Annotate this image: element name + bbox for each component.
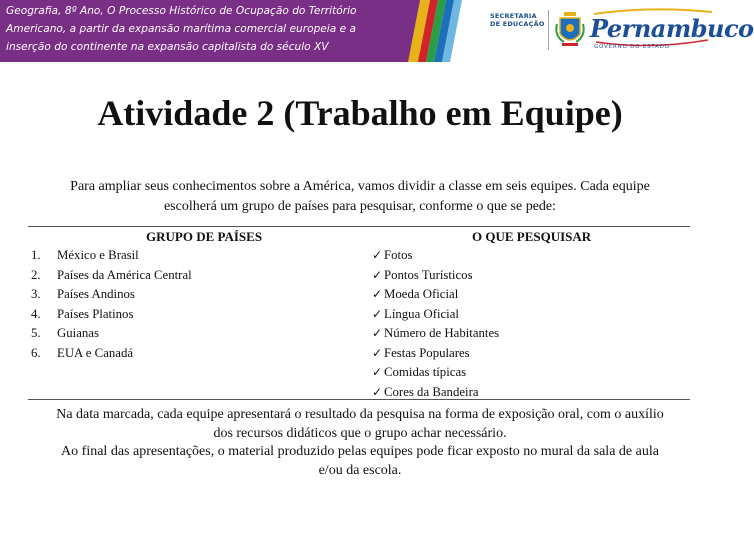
- closing-line: Ao final das apresentações, o material produzido pelas equipes pode ficar exposto no mural da sala de aula: [61, 444, 659, 459]
- group-label: Países da América Central: [57, 267, 192, 282]
- stripes-decoration: [420, 0, 462, 62]
- item-number: 5.: [31, 326, 41, 340]
- group-label: EUA e Canadá: [57, 345, 134, 360]
- page-title: Atividade 2 (Trabalho em Equipe): [97, 93, 623, 133]
- closing-line: dos recursos didáticos que o grupo achar necessário.: [213, 425, 507, 441]
- closing-line: e/ou da escola.: [318, 462, 402, 478]
- secretaria-label-line: SECRETARIA: [490, 12, 537, 20]
- list-item: [28, 307, 348, 327]
- topic-label: Fotos: [384, 248, 413, 262]
- item-number: 2.: [31, 267, 41, 282]
- secretaria-label-line: DE EDUCAÇÃO: [490, 20, 545, 28]
- check-icon: ✓: [372, 287, 383, 301]
- check-icon: ✓: [372, 345, 383, 360]
- group-label: Países Platinos: [57, 306, 134, 321]
- activity-table: [28, 226, 690, 400]
- list-item: [28, 346, 348, 366]
- topic-label: Festas Populares: [384, 345, 470, 360]
- topics-list: [372, 248, 672, 404]
- course-description-line: inserção do continente na expansão capitalista do século XV: [6, 41, 329, 53]
- intro-paragraph: [60, 177, 660, 217]
- check-icon: ✓: [372, 326, 383, 340]
- list-item: [372, 365, 672, 385]
- list-item: [372, 268, 672, 288]
- group-label: Países Andinos: [57, 287, 135, 301]
- closing-line: Na data marcada, cada equipe apresentará o resultado da pesquisa na forma de exposição oral, com o auxílio: [56, 407, 664, 422]
- item-number: 1.: [31, 248, 41, 262]
- topic-label: Cores da Bandeira: [384, 384, 479, 399]
- check-icon: ✓: [372, 306, 383, 321]
- topic-label: Moeda Oficial: [384, 287, 459, 301]
- topic-label: Comidas típicas: [384, 365, 467, 379]
- group-label: México e Brasil: [57, 248, 139, 262]
- list-item: [372, 326, 672, 346]
- list-item: [372, 307, 672, 327]
- group-label: Guianas: [57, 326, 99, 340]
- list-item: [28, 287, 348, 307]
- list-item: [372, 385, 672, 405]
- groups-list: [28, 248, 348, 365]
- topic-label: Pontos Turísticos: [384, 267, 473, 282]
- course-description-line: Geografia, 8º Ano, O Processo Histórico de Ocupação do Território: [6, 5, 357, 17]
- closing-paragraph: [6, 406, 714, 480]
- list-item: [28, 268, 348, 288]
- check-icon: ✓: [372, 365, 383, 379]
- state-subtitle: GOVERNO DO ESTADO: [594, 44, 670, 50]
- item-number: 4.: [31, 306, 41, 321]
- state-crest-icon: [554, 10, 586, 50]
- topic-label: Língua Oficial: [384, 306, 459, 321]
- list-item: [372, 346, 672, 366]
- list-item: [28, 248, 348, 268]
- intro-line: Para ampliar seus conhecimentos sobre a América, vamos dividir a classe em seis equipes. Cada equipe: [70, 179, 650, 194]
- check-icon: ✓: [372, 267, 383, 282]
- list-item: [372, 287, 672, 307]
- intro-line: escolherá um grupo de países para pesquisar, conforme o que se pede:: [163, 199, 557, 214]
- list-item: [28, 326, 348, 346]
- course-description: [6, 2, 418, 56]
- groups-header: GRUPO DE PAÍSES: [146, 229, 263, 244]
- pernambuco-logo: [590, 8, 754, 54]
- item-number: 6.: [31, 345, 41, 360]
- topic-label: Número de Habitantes: [384, 326, 500, 340]
- course-description-line: Americano, a partir da expansão marítima comercial europeia e a: [6, 23, 356, 35]
- list-item: [372, 248, 672, 268]
- item-number: 3.: [31, 287, 41, 301]
- header-banner: [0, 0, 420, 62]
- logo-divider: [548, 10, 549, 50]
- secretaria-label: [490, 12, 550, 28]
- logo-area: [462, 0, 754, 62]
- topics-header: O QUE PESQUISAR: [472, 229, 592, 244]
- state-name: Pernambuco: [590, 14, 754, 43]
- check-icon: ✓: [372, 248, 383, 262]
- check-icon: ✓: [372, 384, 383, 399]
